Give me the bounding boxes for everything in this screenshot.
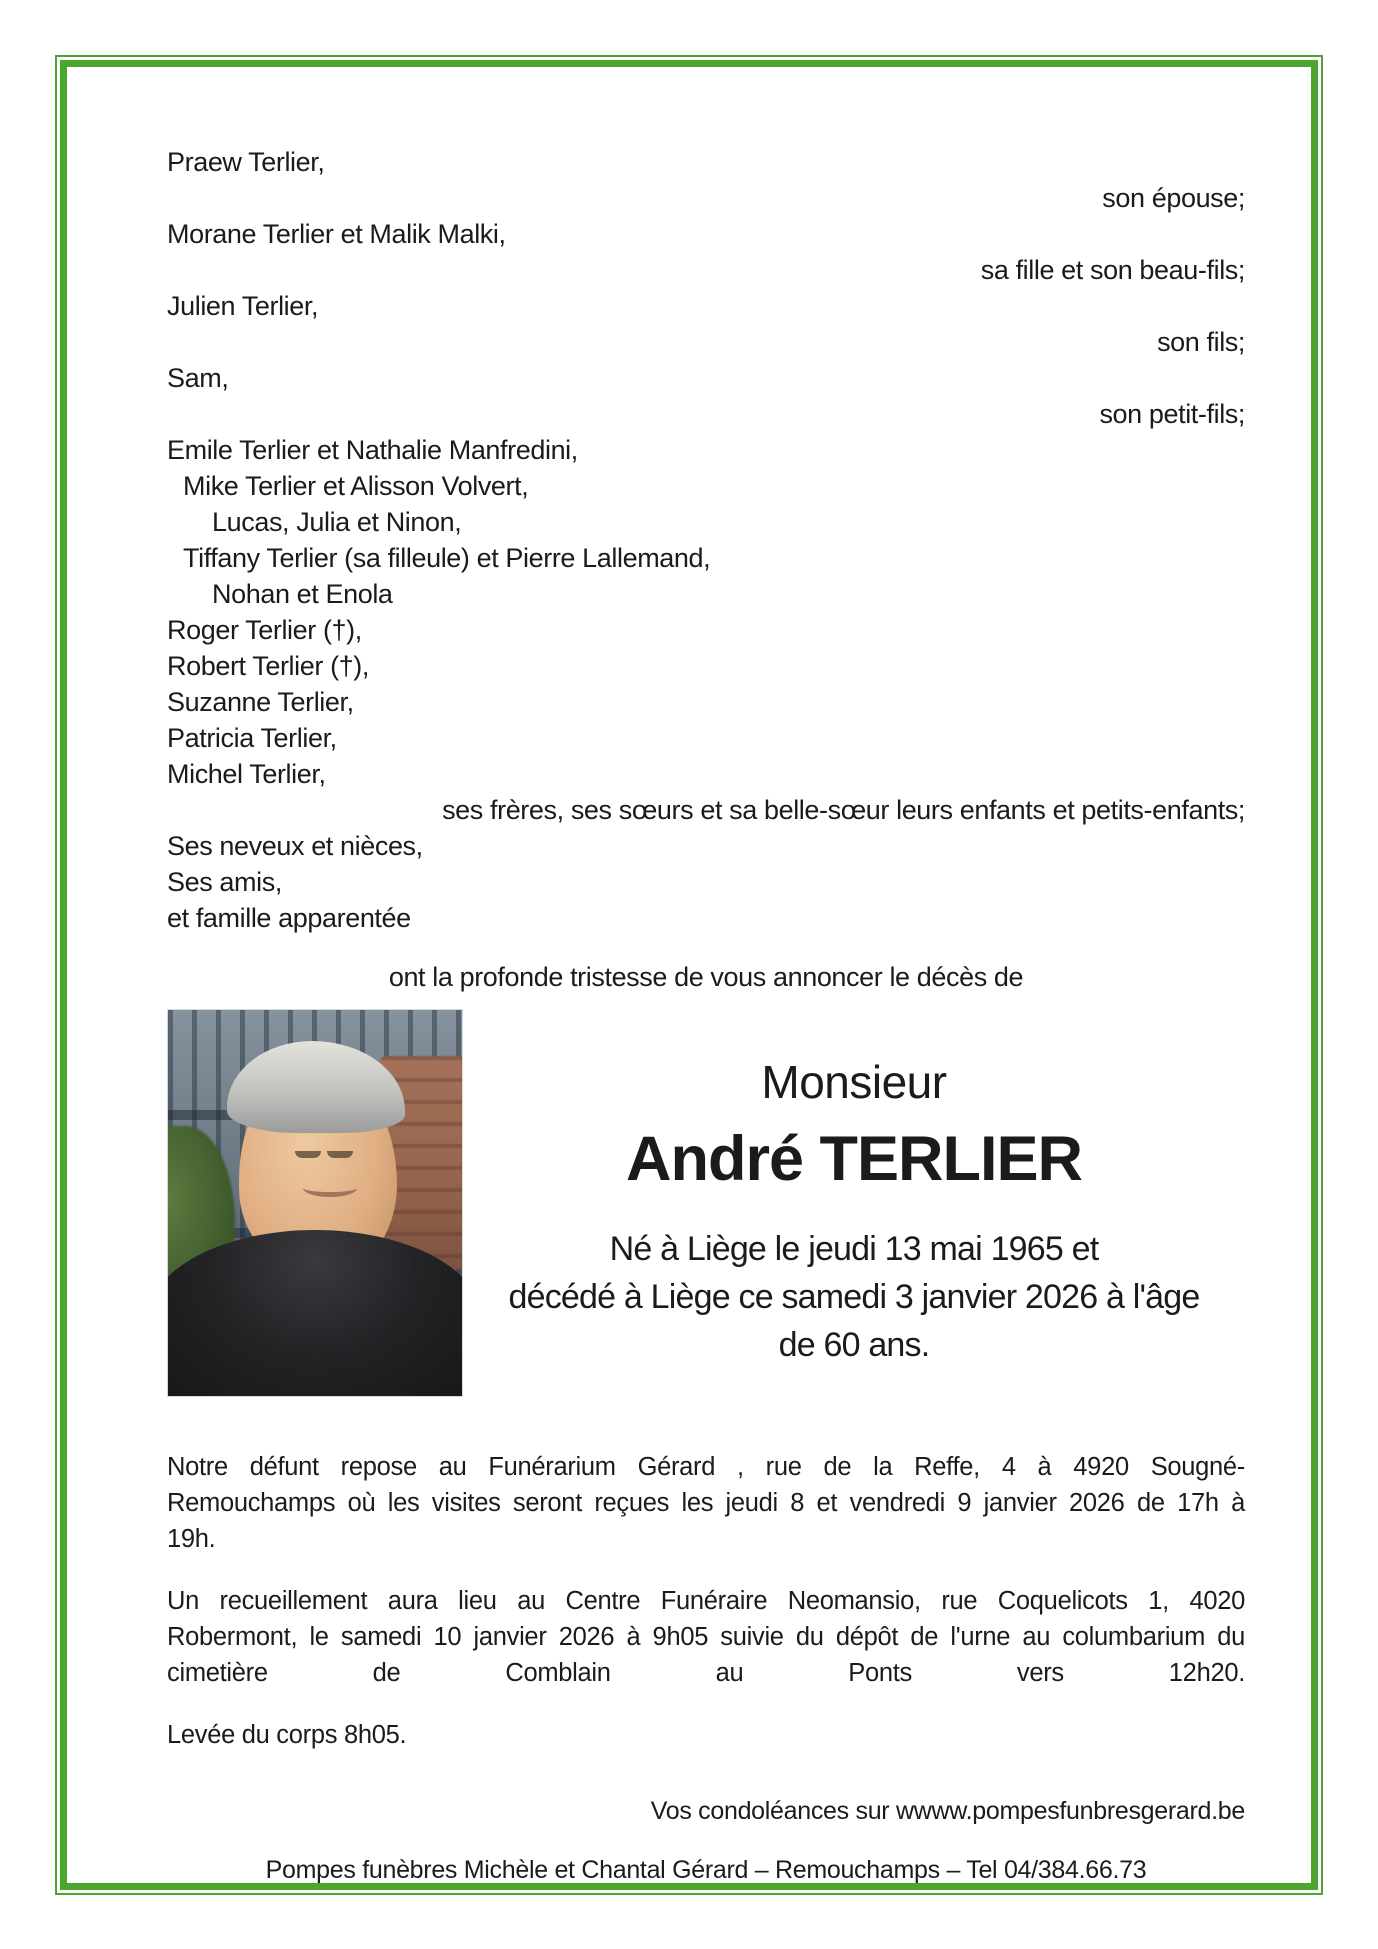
ceremony-paragraph-line: cimetière de Comblain au Ponts vers 12h20. xyxy=(167,1659,1245,1687)
family-entry: Mike Terlier et Alisson Volvert, xyxy=(183,471,529,501)
deceased-identity xyxy=(463,1009,1245,1369)
family-relation: son petit-fils; xyxy=(1099,399,1245,429)
levee-du-corps: Levée du corps 8h05. xyxy=(167,1721,407,1749)
birth-death-line: de 60 ans. xyxy=(778,1326,930,1364)
family-relation: ses frères, ses sœurs et sa belle-sœur leurs enfants et petits-enfants; xyxy=(442,795,1245,825)
family-entry: Praew Terlier, xyxy=(167,147,325,177)
family-relation: son épouse; xyxy=(1102,183,1245,213)
birth-death-info xyxy=(509,1225,1200,1369)
deceased-name: André TERLIER xyxy=(625,1124,1083,1194)
deceased-section xyxy=(167,1009,1245,1397)
repose-paragraph-line: Notre défunt repose au Funérarium Gérard , rue de la Reffe, 4 à 4920 Sougné- xyxy=(167,1453,1245,1481)
family-entry: Ses amis, xyxy=(167,867,282,897)
repose-paragraph-line: Remouchamps où les visites seront reçues les jeudi 8 et vendredi 9 janvier 2026 de 17h à xyxy=(167,1489,1245,1517)
repose-paragraph xyxy=(167,1449,1245,1557)
announcement-content xyxy=(167,0,1245,1885)
family-entry: Tiffany Terlier (sa filleule) et Pierre Lallemand, xyxy=(183,543,711,573)
family-entry: Michel Terlier, xyxy=(167,759,326,789)
funeral-home-line: Pompes funèbres Michèle et Chantal Gérard – Remouchamps – Tel 04/384.66.73 xyxy=(265,1856,1147,1884)
family-entry: Lucas, Julia et Ninon, xyxy=(212,507,462,537)
family-relation: sa fille et son beau-fils; xyxy=(980,255,1245,285)
family-entry: Roger Terlier (†), xyxy=(167,615,362,645)
photo-eye-right xyxy=(327,1151,353,1158)
family-entry: Robert Terlier (†), xyxy=(167,651,369,681)
family-entry: Suzanne Terlier, xyxy=(167,687,354,717)
family-list xyxy=(167,144,1245,936)
condolences-line: Vos condoléances sur wwww.pompesfunbresgerard.be xyxy=(650,1797,1245,1825)
announcement-sentence: ont la profonde tristesse de vous annoncer le décès de xyxy=(388,962,1024,992)
family-relation: son fils; xyxy=(1157,327,1245,357)
family-entry: Julien Terlier, xyxy=(167,291,319,321)
birth-death-line: Né à Liège le jeudi 13 mai 1965 et xyxy=(609,1230,1099,1268)
family-entry: Emile Terlier et Nathalie Manfredini, xyxy=(167,435,578,465)
family-entry: Patricia Terlier, xyxy=(167,723,337,753)
repose-paragraph-line: 19h. xyxy=(167,1525,216,1553)
photo-eye-left xyxy=(295,1151,321,1158)
portrait-photo xyxy=(167,1009,463,1397)
deceased-civility: Monsieur xyxy=(761,1056,947,1108)
family-entry: et famille apparentée xyxy=(167,903,411,933)
birth-death-line: décédé à Liège ce samedi 3 janvier 2026 à l'âge xyxy=(508,1278,1200,1316)
ceremony-paragraph-line: Un recueillement aura lieu au Centre Funéraire Neomansio, rue Coquelicots 1, 4020 xyxy=(167,1587,1245,1615)
ceremony-paragraph-line: Robermont, le samedi 10 janvier 2026 à 9h05 suivie du dépôt de l'urne au columbarium du xyxy=(167,1623,1245,1651)
family-entry: Morane Terlier et Malik Malki, xyxy=(167,219,506,249)
photo-hoodie xyxy=(167,1230,463,1397)
ceremony-paragraph xyxy=(167,1583,1245,1691)
family-entry: Ses neveux et nièces, xyxy=(167,831,423,861)
family-entry: Sam, xyxy=(167,363,229,393)
family-entry: Nohan et Enola xyxy=(212,579,393,609)
photo-smile xyxy=(303,1179,357,1197)
